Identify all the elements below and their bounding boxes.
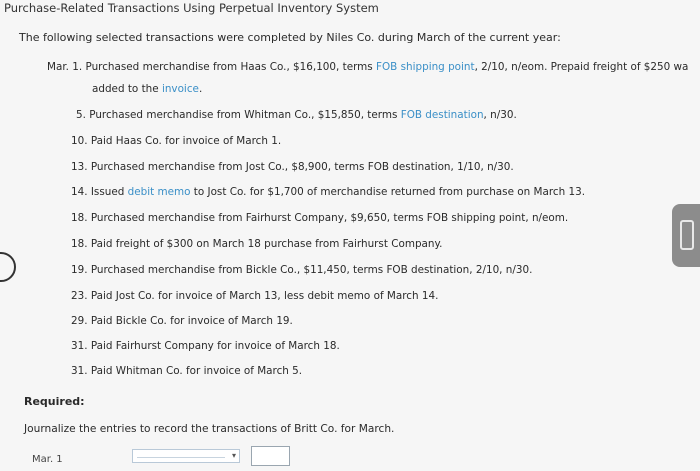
- transaction-date: 19.: [71, 264, 88, 276]
- transaction-item: [71, 264, 532, 276]
- transaction-date: 10.: [71, 135, 88, 147]
- transaction-text: Paid Whitman Co. for invoice of March 5.: [90, 365, 303, 377]
- transaction-date: 31.: [71, 365, 88, 377]
- account-select[interactable]: [132, 449, 240, 463]
- side-panel-toggle[interactable]: [672, 204, 700, 267]
- transaction-text: Paid Haas Co. for invoice of March 1.: [90, 135, 282, 147]
- panel-icon: [680, 220, 694, 250]
- transaction-date: 14.: [71, 186, 88, 198]
- transaction-text: Issued debit memo to Jost Co. for $1,700 of merchandise returned from purchase on March 13.: [90, 186, 586, 198]
- journal-date-label: Mar. 1: [32, 454, 63, 465]
- transaction-date: 5.: [76, 109, 86, 121]
- transaction-item: [71, 135, 281, 147]
- intro-text: The following selected transactions were completed by Niles Co. during March of the current year:: [19, 31, 561, 44]
- transaction-item: [71, 238, 442, 250]
- transaction-date: 18.: [71, 212, 88, 224]
- transaction-item: [71, 212, 568, 224]
- previous-nav-button[interactable]: [0, 252, 16, 282]
- select-placeholder-line: [137, 457, 225, 458]
- transaction-item: [71, 186, 585, 198]
- page-title: Purchase-Related Transactions Using Perpetual Inventory System: [4, 1, 379, 15]
- transaction-text: Paid Jost Co. for invoice of March 13, less debit memo of March 14.: [90, 290, 439, 302]
- instruction-text: Journalize the entries to record the transactions of Britt Co. for March.: [24, 423, 395, 435]
- transaction-item: [71, 290, 438, 302]
- transaction-text: Purchased merchandise from Jost Co., $8,900, terms FOB destination, 1/10, n/30.: [90, 161, 514, 173]
- transaction-date: 29.: [71, 315, 88, 327]
- transaction-item: [71, 161, 514, 173]
- chevron-down-icon: ▾: [231, 451, 236, 460]
- transaction-text: Purchased merchandise from Haas Co., $16,100, terms FOB shipping point, 2/10, n/eom. Prepaid freight of $250 wa: [85, 61, 689, 73]
- amount-input[interactable]: [251, 446, 290, 466]
- transaction-item: [71, 315, 293, 327]
- transaction-text: Paid Fairhurst Company for invoice of March 18.: [90, 340, 340, 352]
- transaction-date: Mar. 1.: [47, 61, 83, 73]
- transaction-text: Paid Bickle Co. for invoice of March 19.: [90, 315, 293, 327]
- transaction-text: Paid freight of $300 on March 18 purchase from Fairhurst Company.: [90, 238, 443, 250]
- transaction-date: 23.: [71, 290, 88, 302]
- transaction-text: Purchased merchandise from Fairhurst Company, $9,650, terms FOB shipping point, n/eom.: [90, 212, 569, 224]
- transaction-date: 13.: [71, 161, 88, 173]
- transaction-item: [47, 61, 688, 73]
- transaction-item: [71, 340, 340, 352]
- transaction-text: Purchased merchandise from Whitman Co., $15,850, terms FOB destination, n/30.: [89, 109, 517, 121]
- transaction-item: [76, 109, 517, 121]
- transaction-item: [71, 365, 302, 377]
- transaction-date: 18.: [71, 238, 88, 250]
- required-heading: Required:: [24, 395, 85, 408]
- fob-destination-link[interactable]: FOB destination: [400, 109, 484, 121]
- fob-shipping-point-link[interactable]: FOB shipping point: [376, 61, 475, 73]
- transaction-date: 31.: [71, 340, 88, 352]
- debit-memo-link[interactable]: debit memo: [127, 186, 191, 198]
- invoice-link[interactable]: invoice: [161, 83, 199, 95]
- transaction-continuation: added to the invoice.: [92, 83, 203, 95]
- transaction-text: Purchased merchandise from Bickle Co., $11,450, terms FOB destination, 2/10, n/30.: [90, 264, 533, 276]
